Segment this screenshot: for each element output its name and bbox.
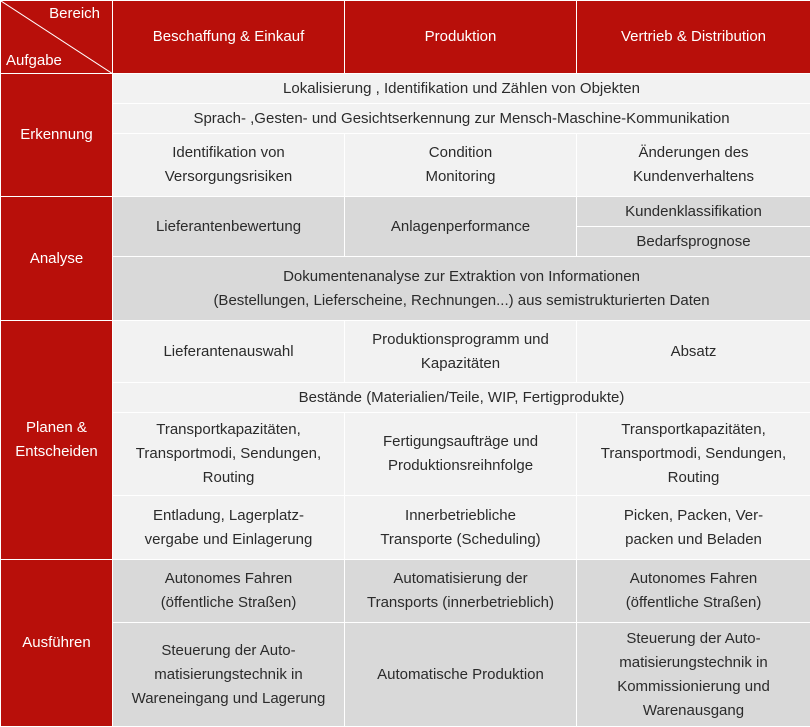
cell-transport-beschaffung xyxy=(113,413,345,496)
cell-line: Entscheiden xyxy=(15,443,98,460)
section-label-erkennung: Erkennung xyxy=(1,74,113,197)
header-row xyxy=(1,1,810,74)
column-header-vertrieb: Vertrieb & Distribution xyxy=(577,1,810,74)
cell-line: Transportmodi, Sendungen, xyxy=(601,445,786,462)
cell-line: packen und Beladen xyxy=(625,531,762,548)
table-row xyxy=(1,383,810,413)
table-row xyxy=(1,197,810,227)
cell-line: Versorgungsrisiken xyxy=(165,168,293,185)
corner-label-bereich: Bereich xyxy=(49,5,100,23)
cell-innerbetriebliche-transporte xyxy=(345,496,577,560)
column-header-beschaffung: Beschaffung & Einkauf xyxy=(113,1,345,74)
cell-line: Steuerung der Auto- xyxy=(626,630,760,647)
cell-line: Autonomes Fahren xyxy=(165,570,293,587)
cell-lieferantenbewertung: Lieferantenbewertung xyxy=(113,197,345,257)
table-row xyxy=(1,496,810,560)
cell-dokumentenanalyse xyxy=(113,257,810,321)
cell-line: Picken, Packen, Ver- xyxy=(624,507,763,524)
cell-produktionsprogramm xyxy=(345,321,577,383)
cell-line: (öffentliche Straßen) xyxy=(626,594,762,611)
cell-autonomes-fahren-beschaffung xyxy=(113,560,345,623)
cell-line: Monitoring xyxy=(425,168,495,185)
cell-line: Planen & xyxy=(26,419,87,436)
corner-cell xyxy=(1,1,113,74)
cell-line: Identifikation von xyxy=(172,144,285,161)
cell-automatische-produktion: Automatische Produktion xyxy=(345,623,577,727)
table-row xyxy=(1,134,810,197)
cell-picken-packen xyxy=(577,496,810,560)
table-row xyxy=(1,560,810,623)
cell-line: matisierungstechnik in xyxy=(619,654,767,671)
column-header-produktion: Produktion xyxy=(345,1,577,74)
cell-line: Transporte (Scheduling) xyxy=(380,531,540,548)
cell-line: (Bestellungen, Lieferscheine, Rechnungen...) aus semistrukturierten Daten xyxy=(213,292,709,309)
cell-line: Produktionsprogramm und xyxy=(372,331,549,348)
cell-lieferantenauswahl: Lieferantenauswahl xyxy=(113,321,345,383)
cell-line: Transports (innerbetrieblich) xyxy=(367,594,554,611)
cell-line: Kapazitäten xyxy=(421,355,500,372)
cell-line: vergabe und Einlagerung xyxy=(145,531,313,548)
cell-lokalisierung: Lokalisierung , Identifikation und Zählen von Objekten xyxy=(113,74,810,104)
section-label-planen xyxy=(1,321,113,560)
table-row xyxy=(1,104,810,134)
cell-fertigungsauftraege xyxy=(345,413,577,496)
cell-line: Autonomes Fahren xyxy=(630,570,758,587)
cell-transport-vertrieb xyxy=(577,413,810,496)
cell-automatisierung-transports xyxy=(345,560,577,623)
cell-spracherkennung: Sprach- ,Gesten- und Gesichtserkennung zur Mensch-Maschine-Kommunikation xyxy=(113,104,810,134)
section-label-analyse: Analyse xyxy=(1,197,113,321)
cell-steuerung-wareneingang xyxy=(113,623,345,727)
cell-line: Automatisierung der xyxy=(393,570,527,587)
cell-line: (öffentliche Straßen) xyxy=(161,594,297,611)
cell-line: Transportkapazitäten, xyxy=(156,421,301,438)
cell-line: Kommissionierung und xyxy=(617,678,770,695)
cell-line: Warenausgang xyxy=(643,702,744,719)
cell-line: Wareneingang und Lagerung xyxy=(132,690,326,707)
cell-kundenverhalten xyxy=(577,134,810,197)
table-row xyxy=(1,321,810,383)
cell-versorgungsrisiken xyxy=(113,134,345,197)
cell-line: Transportkapazitäten, xyxy=(621,421,766,438)
table-row xyxy=(1,257,810,321)
cell-autonomes-fahren-vertrieb xyxy=(577,560,810,623)
table-row xyxy=(1,413,810,496)
cell-line: Entladung, Lagerplatz- xyxy=(153,507,304,524)
cell-line: Condition xyxy=(429,144,492,161)
cell-line: Dokumentenanalyse zur Extraktion von Informationen xyxy=(283,268,640,285)
cell-absatz: Absatz xyxy=(577,321,810,383)
cell-line: Routing xyxy=(203,469,255,486)
table-row xyxy=(1,623,810,727)
corner-label-aufgabe: Aufgabe xyxy=(6,52,62,70)
cell-steuerung-warenausgang xyxy=(577,623,810,727)
cell-line: Steuerung der Auto- xyxy=(161,642,295,659)
cell-anlagenperformance: Anlagenperformance xyxy=(345,197,577,257)
cell-condition-monitoring xyxy=(345,134,577,197)
cell-line: matisierungstechnik in xyxy=(154,666,302,683)
table-row xyxy=(1,74,810,104)
cell-bedarfsprognose: Bedarfsprognose xyxy=(577,227,810,257)
cell-line: Transportmodi, Sendungen, xyxy=(136,445,321,462)
section-label-ausfuehren: Ausführen xyxy=(1,560,113,727)
cell-line: Fertigungsaufträge und xyxy=(383,433,538,450)
cell-kundenklassifikation: Kundenklassifikation xyxy=(577,197,810,227)
cell-entladung xyxy=(113,496,345,560)
cell-line: Produktionsreihnfolge xyxy=(388,457,533,474)
cell-line: Änderungen des xyxy=(638,144,748,161)
cell-bestaende: Bestände (Materialien/Teile, WIP, Fertigprodukte) xyxy=(113,383,810,413)
cell-line: Innerbetriebliche xyxy=(405,507,516,524)
cell-line: Routing xyxy=(668,469,720,486)
cell-line: Kundenverhaltens xyxy=(633,168,754,185)
